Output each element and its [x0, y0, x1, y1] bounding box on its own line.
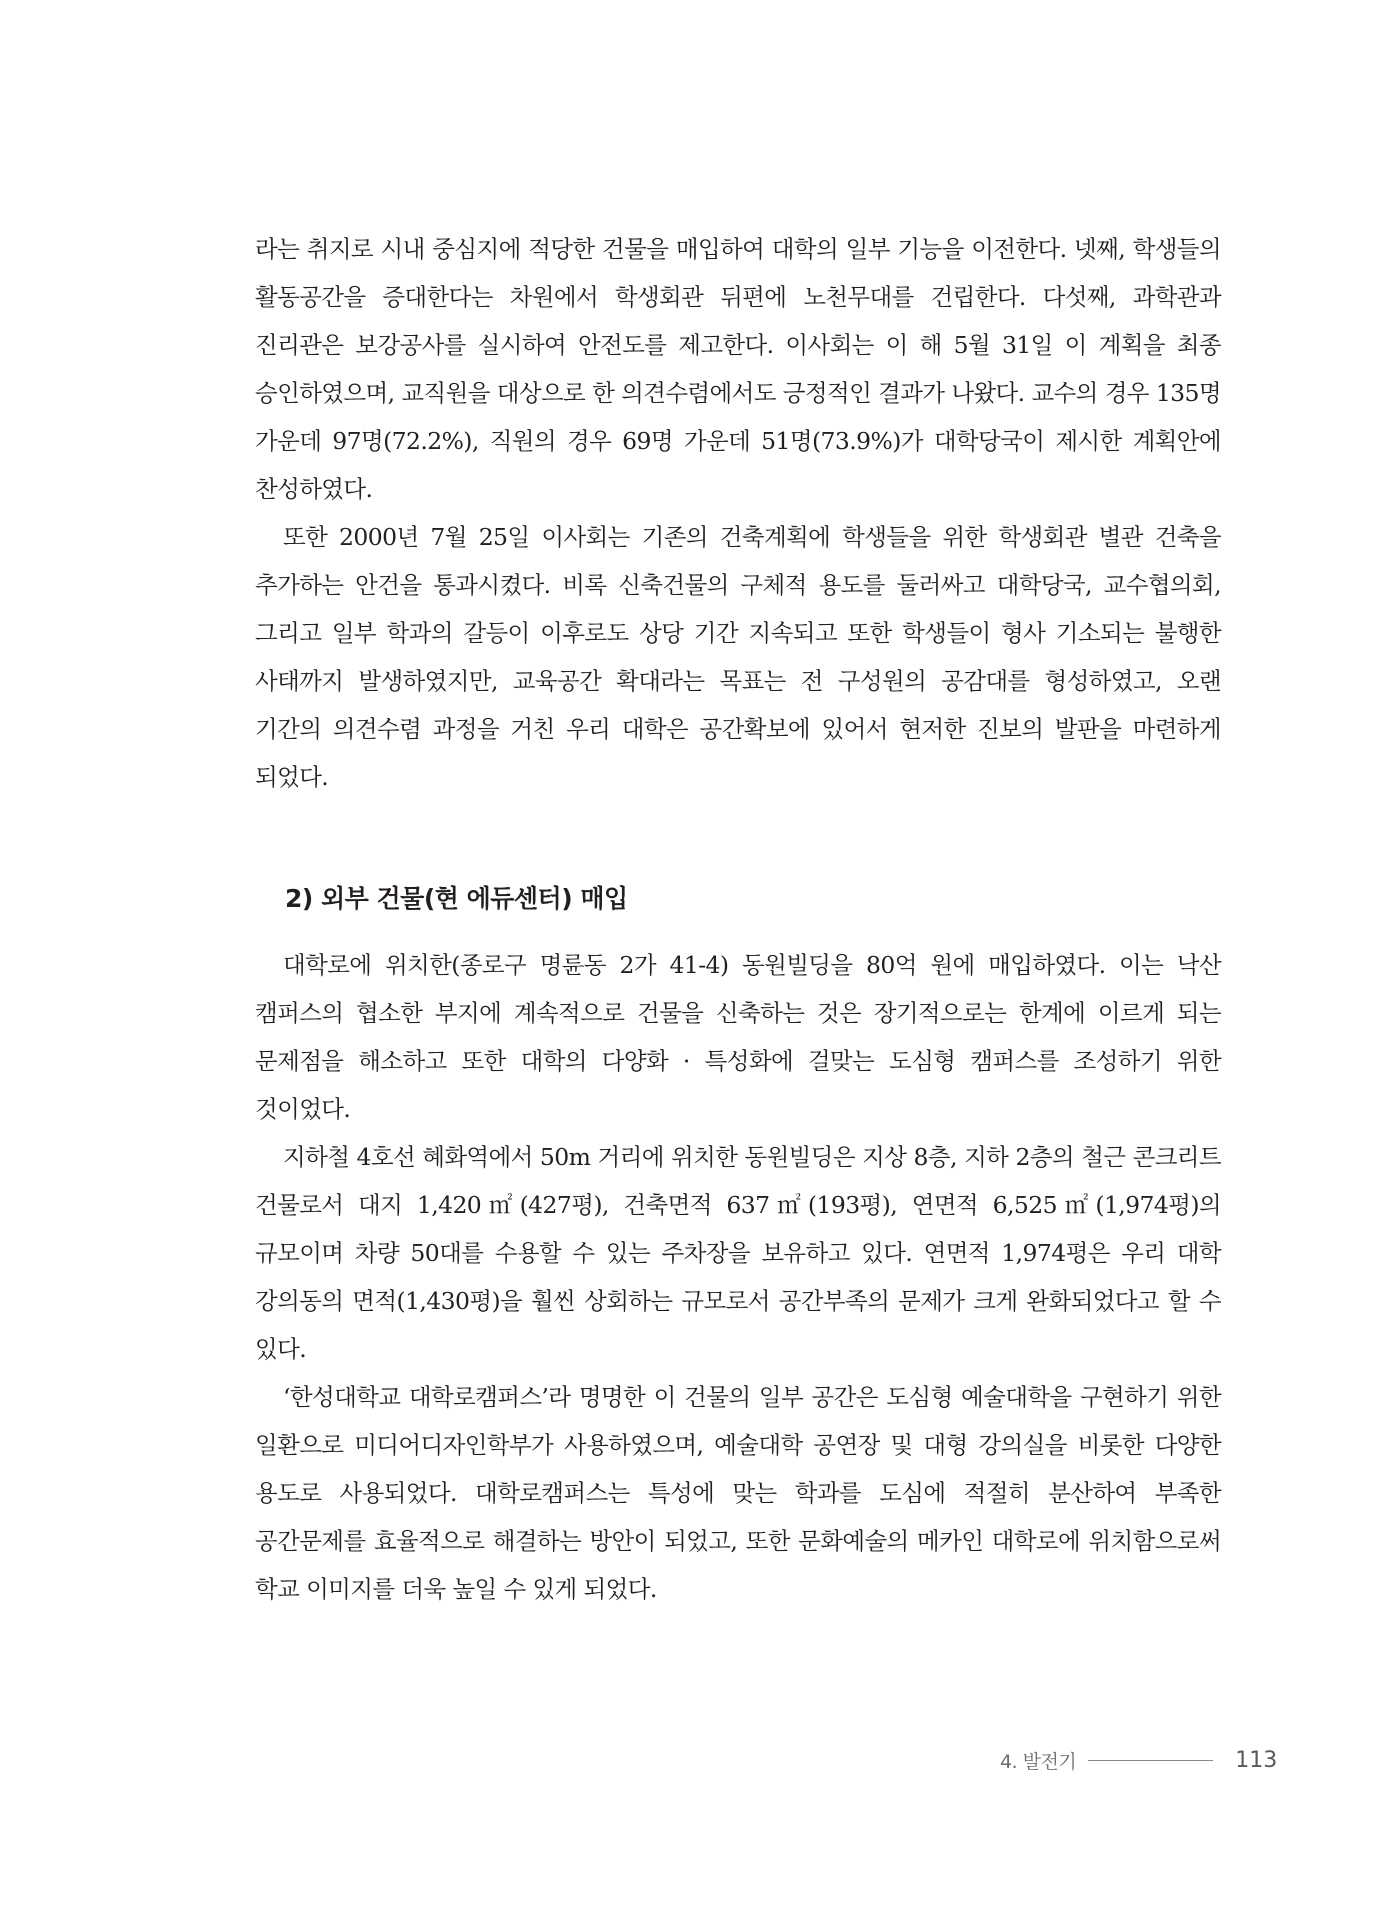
page-footer: [1000, 1745, 1277, 1775]
footer-rule: [1088, 1760, 1213, 1761]
paragraph-campus-usage: ‘한성대학교 대학로캠퍼스’라 명명한 이 건물의 일부 공간은 도심형 예술대학을 구현하기 위한 일환으로 미디어디자인학부가 사용하였으며, 예술대학 공연장 및 대형 강의실을 비롯한 다양한 용도로 사용되었다. 대학로캠퍼스는 특성에 맞는 학과를 도심에 적절히 분산하여 부족한 공간문제를 효율적으로 해결하는 방안이 되었고, 또한 문화예술의 메카인 대학로에 위치함으로써 학교 이미지를 더욱 높일 수 있게 되었다.: [255, 1383, 1221, 1603]
paragraph-board-approval: 또한 2000년 7월 25일 이사회는 기존의 건축계획에 학생들을 위한 학생회관 별관 건축을 추가하는 안건을 통과시켰다. 비록 신축건물의 구체적 용도를 둘러싸고 대학당국, 교수협의회, 그리고 일부 학과의 갈등이 이후로도 상당 기간 지속되고 또한 학생들이 형사 기소되는 불행한 사태까지 발생하였지만, 교육공간 확대라는 목표는 전 구성원의 공감대를 형성하였고, 오랜 기간의 의견수렴 과정을 거친 우리 대학은 공간확보에 있어서 현저한 진보의 발판을 마련하게 되었다.: [255, 523, 1221, 791]
page-number: 113: [1235, 1747, 1278, 1773]
section-heading: 2) 외부 건물(현 에듀센터) 매입: [285, 884, 628, 913]
paragraph-building-details: 지하철 4호선 혜화역에서 50m 거리에 위치한 동원빌딩은 지상 8층, 지하 2층의 철근 콘크리트 건물로서 대지 1,420㎡(427평), 건축면적 637㎡(193평), 연면적 6,525㎡(1,974평)의 규모이며 차량 50대를 수용할 수 있는 주차장을 보유하고 있다. 연면적 1,974평은 우리 대학 강의동의 면적(1,430평)을 훨씬 상회하는 규모로서 공간부족의 문제가 크게 완화되었다고 할 수 있다.: [255, 1143, 1221, 1363]
paragraph-continuation: 라는 취지로 시내 중심지에 적당한 건물을 매입하여 대학의 일부 기능을 이전한다. 넷째, 학생들의 활동공간을 증대한다는 차원에서 학생회관 뒤편에 노천무대를 건립한다. 다섯째, 과학관과 진리관은 보강공사를 실시하여 안전도를 제고한다. 이사회는 이 해 5월 31일 이 계획을 최종 승인하였으며, 교직원을 대상으로 한 의견수렴에서도 긍정적인 결과가 나왔다. 교수의 경우 135명 가운데 97명(72.2%), 직원의 경우 69명 가운데 51명(73.9%)가 대학당국이 제시한 계획안에 찬성하였다.: [255, 235, 1221, 503]
body-text: [255, 225, 1221, 1613]
paragraph-purchase: 대학로에 위치한(종로구 명륜동 2가 41-4) 동원빌딩을 80억 원에 매입하였다. 이는 낙산 캠퍼스의 협소한 부지에 계속적으로 건물을 신축하는 것은 장기적으로는 한계에 이르게 되는 문제점을 해소하고 또한 대학의 다양화 · 특성화에 걸맞는 도심형 캠퍼스를 조성하기 위한 것이었다.: [255, 951, 1221, 1123]
footer-chapter-title: 4. 발전기: [1000, 1750, 1077, 1773]
